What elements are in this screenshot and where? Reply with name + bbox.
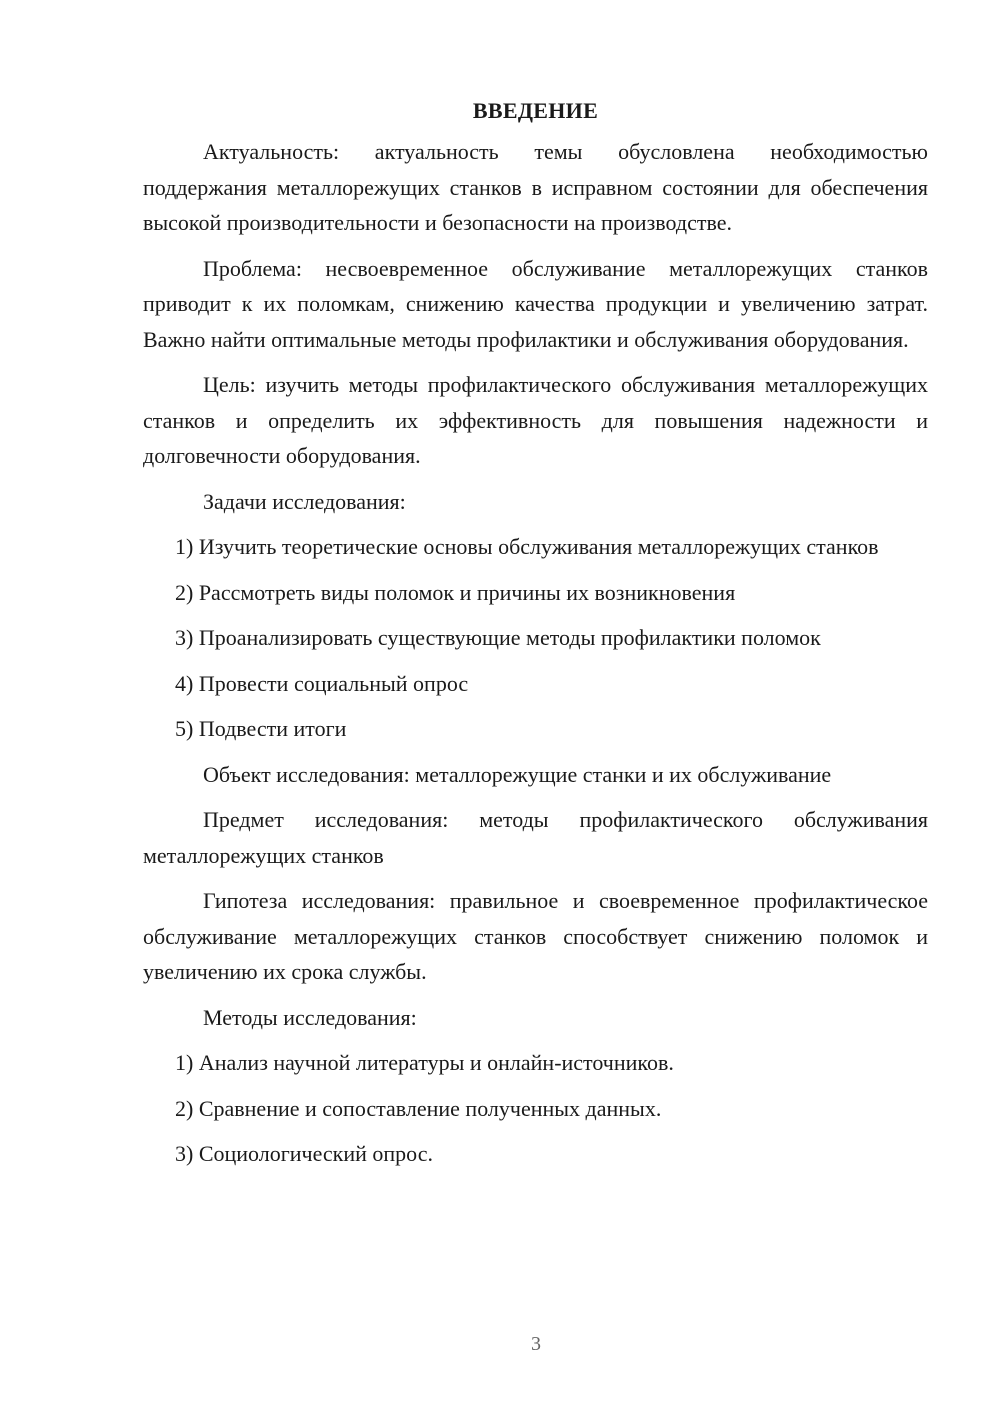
page-number: 3 xyxy=(531,1333,541,1355)
subject-paragraph: Предмет исследования: методы профилактического обслуживания металлорежущих станков xyxy=(143,807,928,868)
method-item-3: 3) Социологический опрос. xyxy=(175,1141,433,1166)
problem-paragraph: Проблема: несвоевременное обслуживание металлорежущих станков приводит к их поломкам, снижению качества продукции и увеличению затрат. Важно найти оптимальные методы профилактики и обслуживания оборудования. xyxy=(143,255,928,352)
task-item-3: 3) Проанализировать существующие методы профилактики поломок xyxy=(175,625,821,650)
tasks-heading: Задачи исследования: xyxy=(203,488,406,514)
hypothesis-paragraph: Гипотеза исследования: правильное и своевременное профилактическое обслуживание металлорежущих станков способствует снижению поломок и увеличению их срока службы. xyxy=(143,888,928,984)
method-item-1: 1) Анализ научной литературы и онлайн-источников. xyxy=(175,1050,674,1075)
page-title: ВВЕДЕНИЕ xyxy=(472,98,599,123)
task-item-5: 5) Подвести итоги xyxy=(175,716,347,741)
methods-heading: Методы исследования: xyxy=(203,1004,417,1030)
goal-paragraph: Цель: изучить методы профилактического обслуживания металлорежущих станков и определить их эффективность для повышения надежности и долговечности оборудования. xyxy=(143,372,928,468)
relevance-paragraph: Актуальность: актуальность темы обусловлена необходимостью поддержания металлорежущих станков в исправном состоянии для обеспечения высокой производительности и безопасности на производстве. xyxy=(143,139,928,235)
task-item-2: 2) Рассмотреть виды поломок и причины их возникновения xyxy=(175,579,736,605)
page-content xyxy=(143,93,928,1182)
task-item-1: 1) Изучить теоретические основы обслуживания металлорежущих станков xyxy=(175,534,879,559)
object-paragraph: Объект исследования: металлорежущие станки и их обслуживание xyxy=(203,761,832,787)
task-item-4: 4) Провести социальный опрос xyxy=(175,670,469,696)
method-item-2: 2) Сравнение и сопоставление полученных данных. xyxy=(175,1095,662,1121)
